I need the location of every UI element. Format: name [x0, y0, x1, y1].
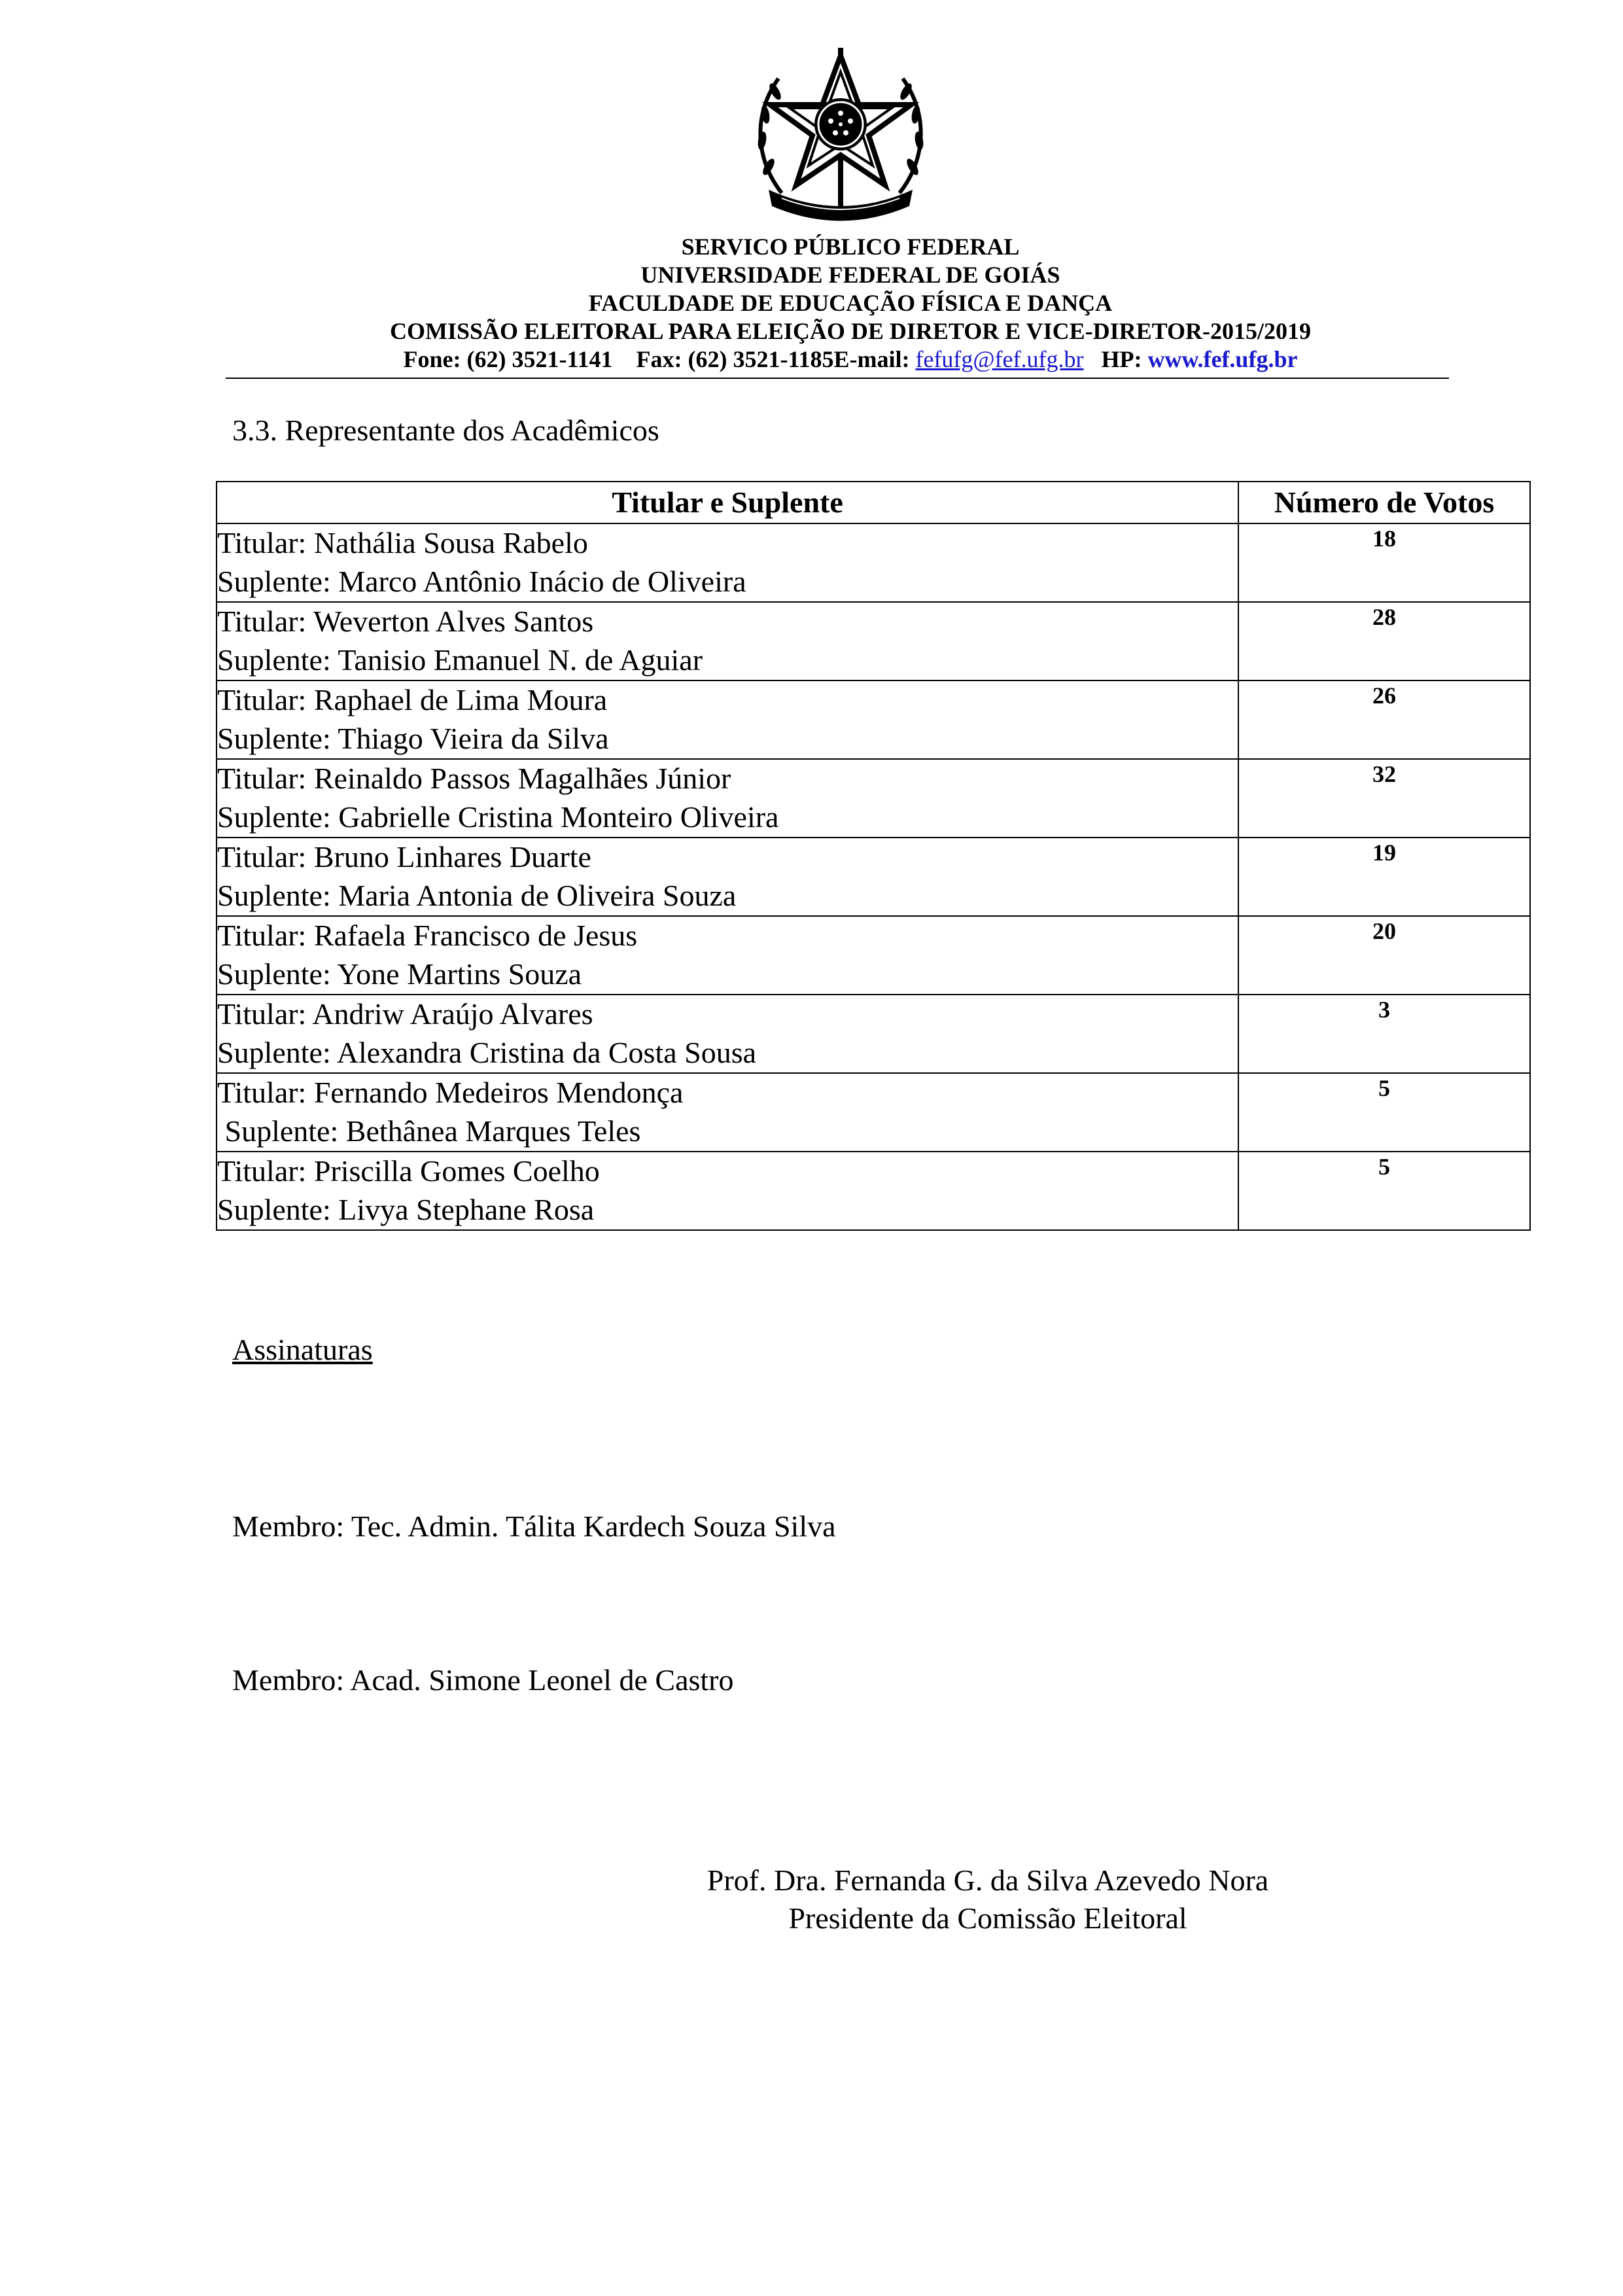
hp-label: HP: [1083, 346, 1148, 372]
suplente-name: Suplente: Tanisio Emanuel N. de Aguiar [217, 643, 703, 677]
column-header-names: Titular e Suplente [217, 482, 1238, 523]
vote-count: 20 [1238, 916, 1530, 995]
header-faculty: FACULDADE DE EDUCAÇÃO FÍSICA E DANÇA [588, 290, 1113, 316]
homepage-link[interactable]: www.fef.ufg.br [1147, 346, 1298, 372]
candidates-cell [217, 838, 1238, 916]
titular-name: Titular: Rafaela Francisco de Jesus [217, 919, 638, 952]
suplente-name: Suplente: Alexandra Cristina da Costa Sousa [217, 1036, 757, 1069]
header-commission: COMISSÃO ELEITORAL PARA ELEIÇÃO DE DIRETOR E VICE-DIRETOR-2015/2019 [390, 318, 1311, 344]
table-row [217, 1152, 1530, 1230]
suplente-name: Suplente: Marco Antônio Inácio de Oliveira [217, 565, 746, 598]
table-row [217, 916, 1530, 995]
candidates-cell [217, 995, 1238, 1073]
table-row [217, 680, 1530, 759]
titular-name: Titular: Priscilla Gomes Coelho [217, 1154, 600, 1188]
header-university: UNIVERSIDADE FEDERAL DE GOIÁS [640, 262, 1060, 288]
candidates-cell [217, 602, 1238, 680]
titular-name: Titular: Bruno Linhares Duarte [217, 840, 591, 874]
president-role: Presidente da Comissão Eleitoral [788, 1901, 1187, 1935]
suplente-name: Suplente: Yone Martins Souza [217, 957, 582, 991]
member-signature-line: Membro: Acad. Simone Leonel de Castro [232, 1663, 734, 1697]
suplente-name: Suplente: Gabrielle Cristina Monteiro Oliveira [217, 800, 779, 834]
candidates-cell [217, 1152, 1238, 1230]
titular-name: Titular: Andriw Araújo Alvares [217, 997, 593, 1031]
vote-count: 3 [1238, 995, 1530, 1073]
coat-of-arms-icon [742, 43, 939, 226]
candidates-cell [217, 523, 1238, 602]
email-link[interactable]: fefufg@fef.ufg.br [915, 346, 1084, 372]
vote-count: 5 [1238, 1152, 1530, 1230]
vote-count: 28 [1238, 602, 1530, 680]
table-row [217, 1073, 1530, 1152]
table-row [217, 759, 1530, 838]
column-header-votes: Número de Votos [1238, 482, 1530, 523]
vote-count: 18 [1238, 523, 1530, 602]
vote-count: 32 [1238, 759, 1530, 838]
titular-name: Titular: Fernando Medeiros Mendonça [217, 1076, 684, 1109]
table-header-row [217, 482, 1530, 523]
titular-name: Titular: Reinaldo Passos Magalhães Júnior [217, 762, 731, 795]
table-row [217, 838, 1530, 916]
titular-name: Titular: Raphael de Lima Moura [217, 683, 608, 716]
contact-phone-fax: Fone: (62) 3521-1141 Fax: (62) 3521-1185E-mail: [403, 346, 916, 372]
results-table [216, 481, 1531, 1231]
candidates-cell [217, 916, 1238, 995]
table-row [217, 523, 1530, 602]
table-row [217, 602, 1530, 680]
suplente-name: Suplente: Thiago Vieira da Silva [217, 722, 609, 755]
titular-name: Titular: Weverton Alves Santos [217, 605, 594, 638]
header-institution: SERVICO PÚBLICO FEDERAL [681, 234, 1020, 260]
titular-name: Titular: Nathália Sousa Rabelo [217, 526, 588, 559]
vote-count: 5 [1238, 1073, 1530, 1152]
member-signature-line: Membro: Tec. Admin. Tálita Kardech Souza Silva [232, 1510, 836, 1543]
header-divider [226, 378, 1449, 379]
vote-count: 19 [1238, 838, 1530, 916]
suplente-name: Suplente: Maria Antonia de Oliveira Souza [217, 879, 737, 912]
candidates-cell [217, 1073, 1238, 1152]
signatures-heading: Assinaturas [232, 1333, 373, 1366]
header-contact [229, 345, 1472, 374]
suplente-name: Suplente: Bethânea Marques Teles [217, 1114, 641, 1148]
suplente-name: Suplente: Livya Stephane Rosa [217, 1193, 595, 1226]
candidates-cell [217, 680, 1238, 759]
president-name: Prof. Dra. Fernanda G. da Silva Azevedo Nora [707, 1863, 1269, 1897]
vote-count: 26 [1238, 680, 1530, 759]
table-row [217, 995, 1530, 1073]
candidates-cell [217, 759, 1238, 838]
section-title: 3.3. Representante dos Acadêmicos [232, 414, 659, 447]
